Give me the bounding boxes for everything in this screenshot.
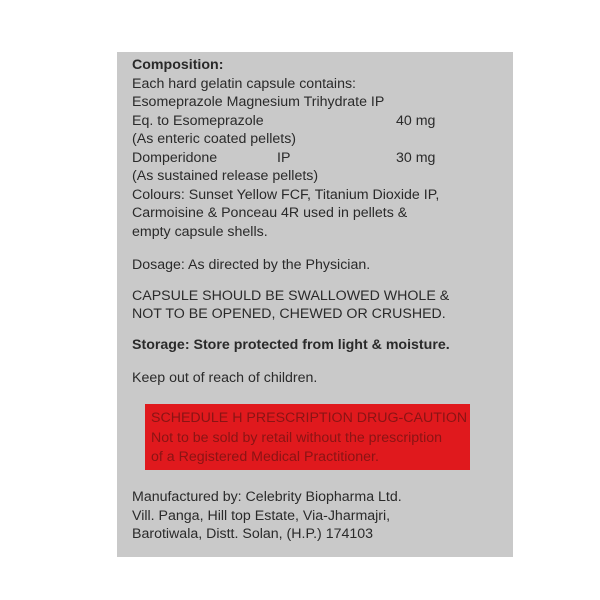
warning-line: NOT TO BE OPENED, CHEWED OR CRUSHED. <box>132 306 446 322</box>
caution-line: SCHEDULE H PRESCRIPTION DRUG-CAUTION <box>151 410 468 426</box>
composition-line: Eq. to Esomeprazole <box>132 113 264 129</box>
composition-line: (As sustained release pellets) <box>132 168 319 184</box>
caution-line: Not to be sold by retail without the prescription <box>151 430 442 446</box>
composition-line: Colours: Sunset Yellow FCF, Titanium Dioxide IP, <box>132 187 440 203</box>
domperidone-grade: IP <box>277 150 291 166</box>
manufacturer-line: Barotiwala, Distt. Solan, (H.P.) 174103 <box>132 526 374 542</box>
children-warning: Keep out of reach of children. <box>132 370 318 386</box>
composition-line: Esomeprazole Magnesium Trihydrate IP <box>132 94 385 110</box>
composition-line: empty capsule shells. <box>132 224 268 240</box>
warning-line: CAPSULE SHOULD BE SWALLOWED WHOLE & <box>132 288 450 304</box>
composition-heading: Composition: <box>132 57 224 73</box>
manufacturer-line: Vill. Panga, Hill top Estate, Via-Jharmajri, <box>132 508 391 524</box>
composition-line: (As enteric coated pellets) <box>132 131 297 147</box>
dosage-text: Dosage: As directed by the Physician. <box>132 257 371 273</box>
composition-line: Domperidone <box>132 150 218 166</box>
domperidone-amount: 30 mg <box>396 150 436 166</box>
manufacturer-line: Manufactured by: Celebrity Biopharma Ltd. <box>132 489 402 505</box>
composition-line: Carmoisine & Ponceau 4R used in pellets & <box>132 205 408 221</box>
composition-line: Each hard gelatin capsule contains: <box>132 76 356 92</box>
esomeprazole-amount: 40 mg <box>396 113 436 129</box>
caution-line: of a Registered Medical Practitioner. <box>151 449 379 465</box>
storage-text: Storage: Store protected from light & moisture. <box>132 337 450 353</box>
